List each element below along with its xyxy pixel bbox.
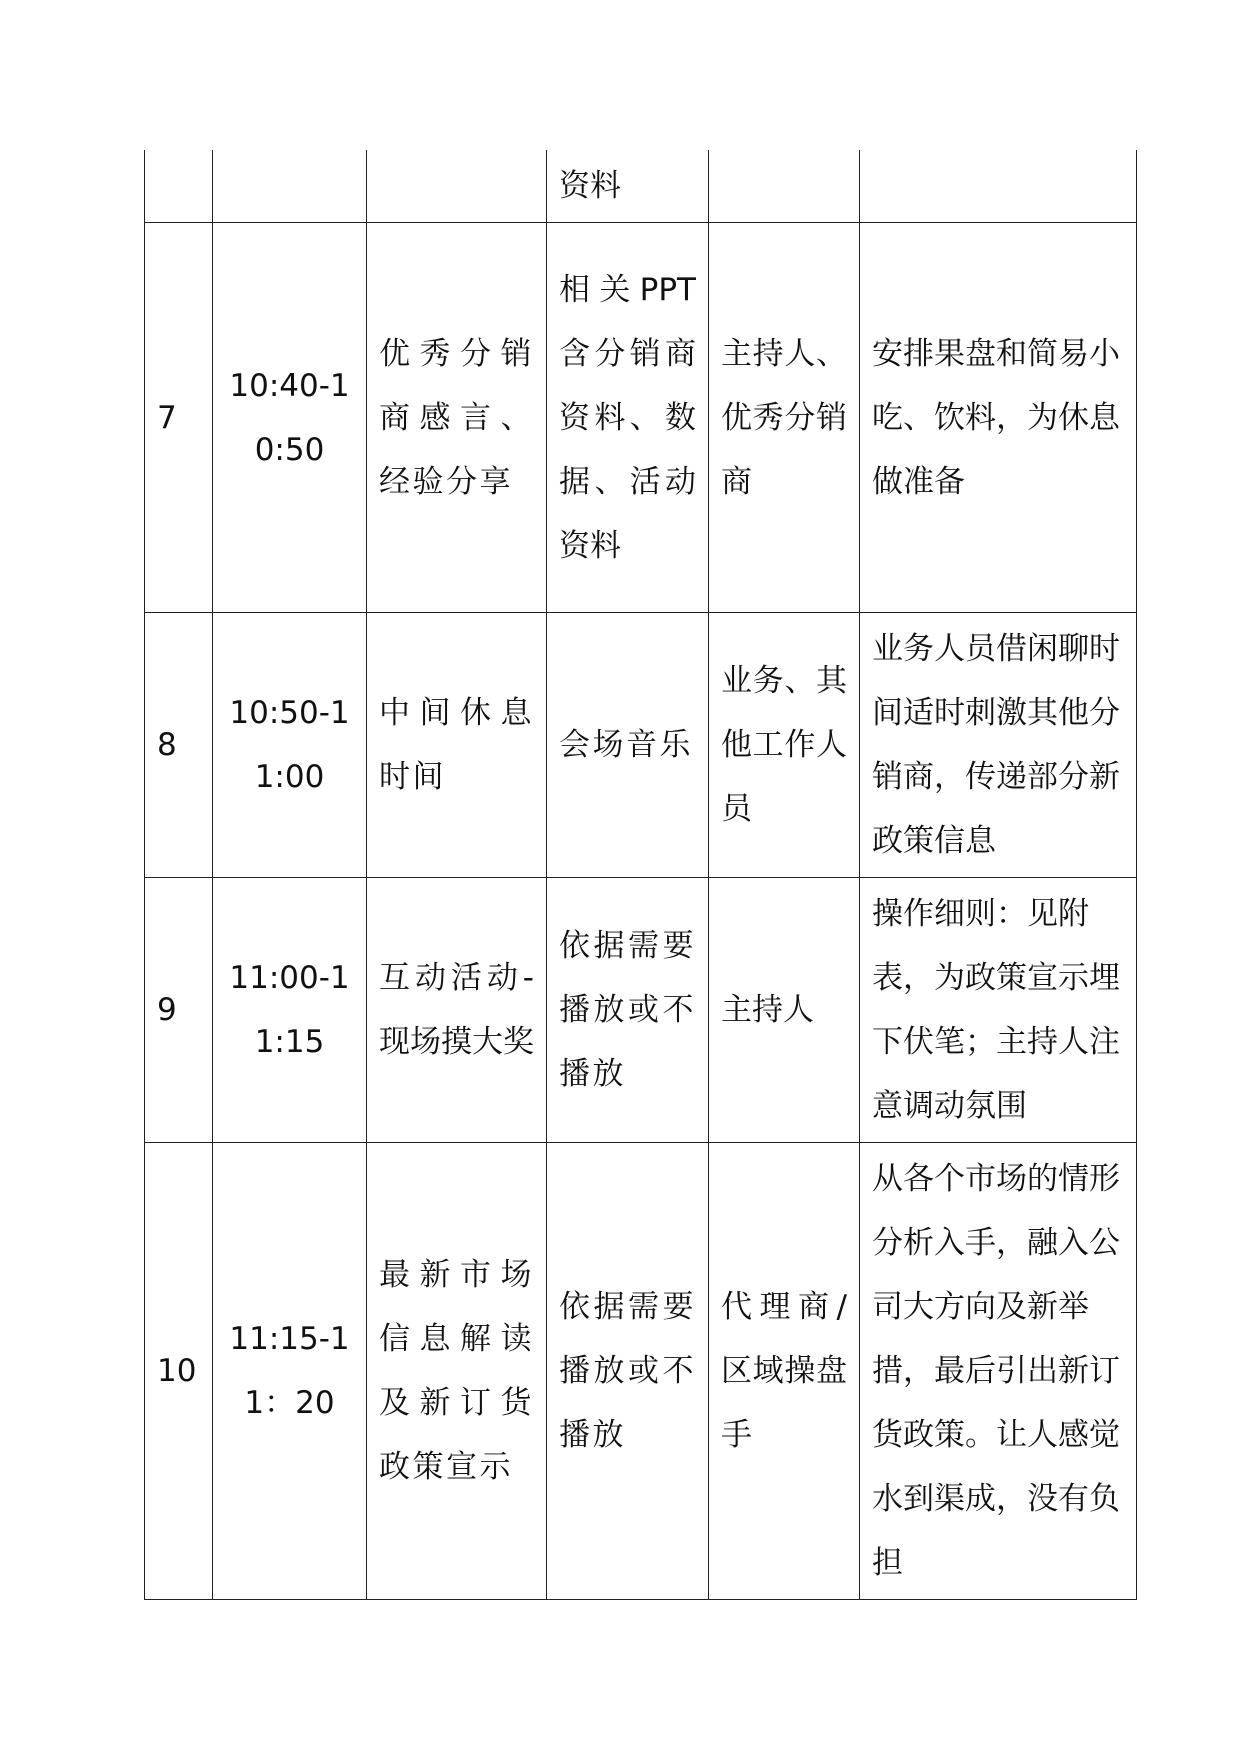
table-row	[145, 613, 1137, 878]
activity-cell	[367, 150, 547, 223]
table-row	[145, 150, 1137, 223]
activity-cell: 互动活动-现场摸大奖	[367, 878, 547, 1143]
note-cell: 业务人员借闲聊时间适时刺激其他分销商，传递部分新政策信息	[860, 613, 1137, 878]
person-cell: 主持人、优秀分销商	[709, 223, 860, 613]
time-cell	[213, 150, 367, 223]
row-number: 9	[145, 878, 213, 1143]
activity-cell: 优秀分销商感言、经验分享	[367, 223, 547, 613]
row-number: 10	[145, 1143, 213, 1600]
table-row	[145, 223, 1137, 613]
material-cell: 资料	[547, 150, 709, 223]
time-cell: 10:50-11:00	[213, 613, 367, 878]
schedule-table	[144, 150, 1137, 1600]
material-cell: 依据需要播放或不播放	[547, 878, 709, 1143]
activity-cell: 最新市场信息解读及新订货政策宣示	[367, 1143, 547, 1600]
row-number: 8	[145, 613, 213, 878]
time-cell: 11:15-11：20	[213, 1143, 367, 1600]
activity-cell: 中间休息时间	[367, 613, 547, 878]
row-number: 7	[145, 223, 213, 613]
material-cell: 会场音乐	[547, 613, 709, 878]
row-number	[145, 150, 213, 223]
time-cell: 10:40-10:50	[213, 223, 367, 613]
material-cell: 相关PPT含分销商资料、数据、活动资料	[547, 223, 709, 613]
person-cell: 主持人	[709, 878, 860, 1143]
note-cell: 安排果盘和简易小吃、饮料，为休息做准备	[860, 223, 1137, 613]
table-row	[145, 878, 1137, 1143]
note-cell	[860, 150, 1137, 223]
time-cell: 11:00-11:15	[213, 878, 367, 1143]
person-cell: 代理商/区域操盘手	[709, 1143, 860, 1600]
note-cell: 从各个市场的情形分析入手，融入公司大方向及新举措，最后引出新订货政策。让人感觉水到渠成，没有负担	[860, 1143, 1137, 1600]
material-cell: 依据需要播放或不播放	[547, 1143, 709, 1600]
person-cell: 业务、其他工作人员	[709, 613, 860, 878]
person-cell	[709, 150, 860, 223]
note-cell: 操作细则：见附表，为政策宣示埋下伏笔；主持人注意调动氛围	[860, 878, 1137, 1143]
table-row	[145, 1143, 1137, 1600]
